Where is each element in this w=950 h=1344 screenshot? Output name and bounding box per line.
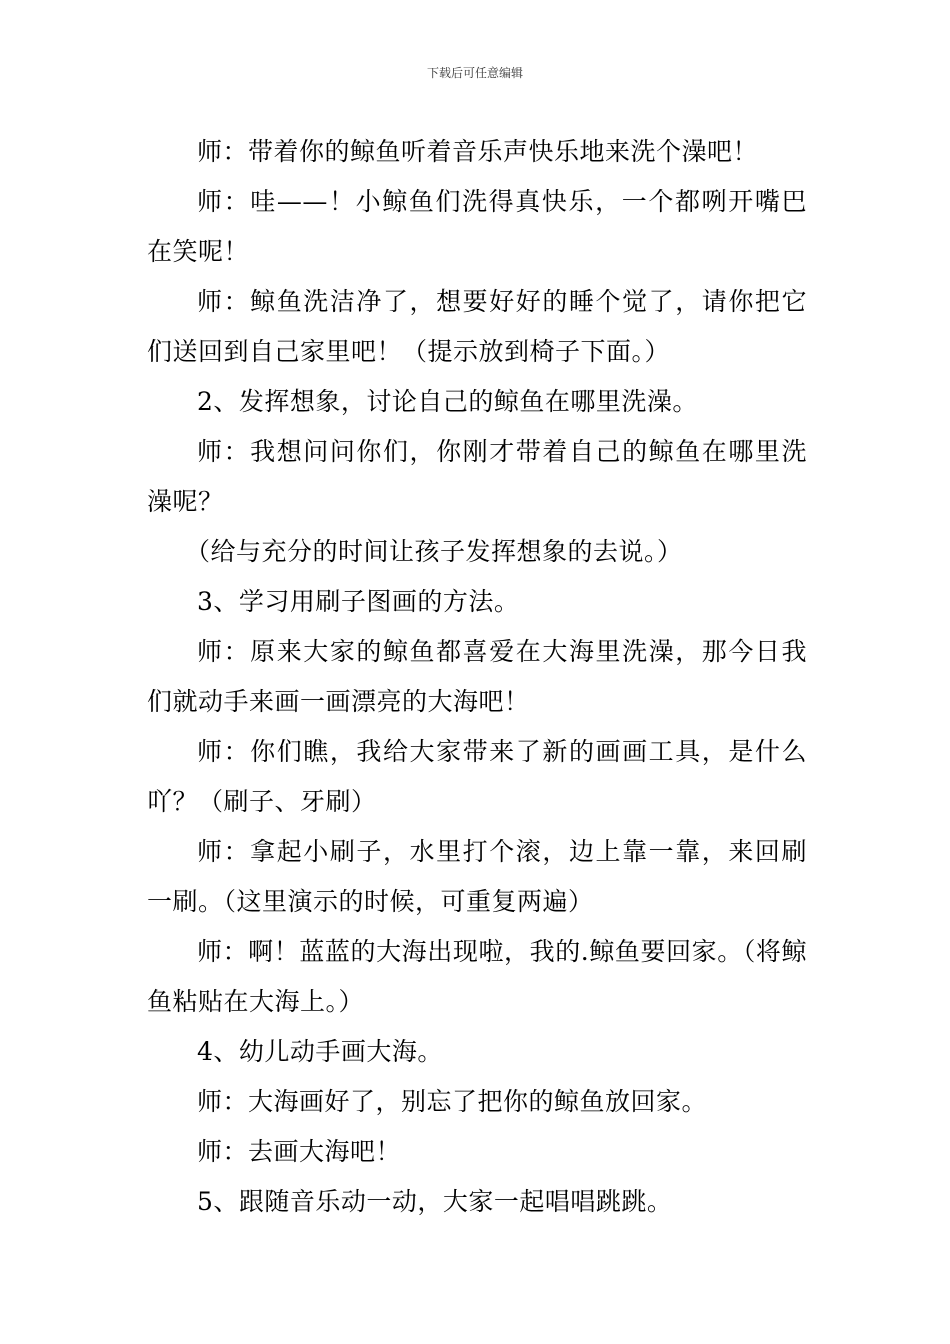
paragraph: 师：我想问问你们，你刚才带着自己的鲸鱼在哪里洗澡呢？ [147,437,807,516]
paragraph: 师：拿起小刷子，水里打个滚，边上靠一靠，来回刷一刷。（这里演示的时候，可重复两遍） [147,837,807,916]
paragraph: 师：鲸鱼洗洁净了，想要好好的睡个觉了，请你把它们送回到自己家里吧！（提示放到椅子下面。） [147,287,807,366]
paragraph: 师：哇——！小鲸鱼们洗得真快乐，一个都咧开嘴巴在笑呢！ [147,187,807,266]
page-header: 下载后可任意编辑 [426,66,523,80]
document-body [147,127,807,1227]
paragraph: 3、学习用刷子图画的方法。 [197,587,520,616]
paragraph: 师：原来大家的鲸鱼都喜爱在大海里洗澡，那今日我们就动手来画一画漂亮的大海吧！ [147,637,807,716]
paragraph: 师：去画大海吧！ [197,1137,402,1166]
paragraph: 师：啊！蓝蓝的大海出现啦，我的.鲸鱼要回家。（将鲸鱼粘贴在大海上。） [147,937,807,1016]
paragraph: 师：大海画好了，别忘了把你的鲸鱼放回家。 [197,1087,708,1116]
paragraph: （给与充分的时间让孩子发挥想象的去说。） [185,537,683,566]
paragraph: 2、发挥想象，讨论自己的鲸鱼在哪里洗澡。 [197,387,698,416]
paragraph: 5、跟随音乐动一动，大家一起唱唱跳跳。 [197,1187,673,1216]
paragraph: 师：你们瞧，我给大家带来了新的画画工具，是什么吖？（刷子、牙刷） [147,737,807,816]
paragraph: 4、幼儿动手画大海。 [197,1037,443,1066]
paragraph: 师：带着你的鲸鱼听着音乐声快乐地来洗个澡吧！ [197,137,759,166]
